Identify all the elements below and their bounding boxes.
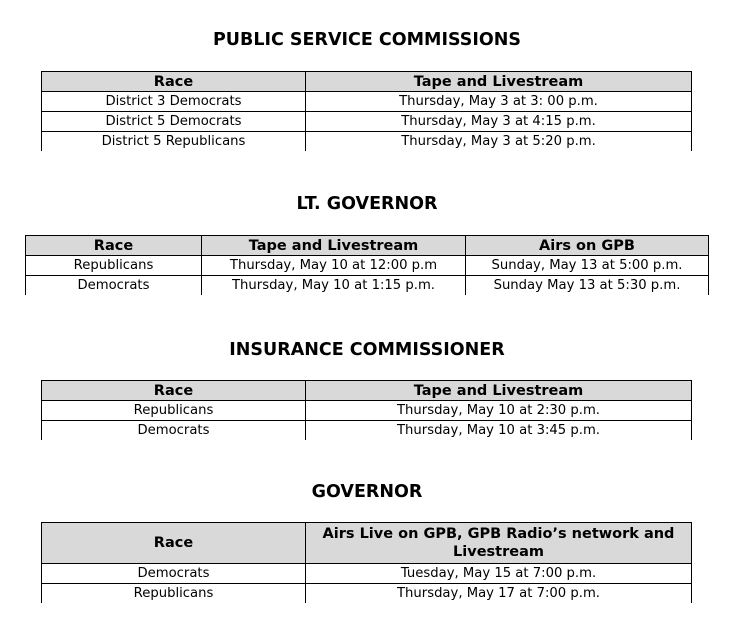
- table-row: [42, 92, 692, 112]
- schedule-cell: Tuesday, May 15 at 7:00 p.m.: [306, 564, 692, 584]
- schedule-cell: Thursday, May 3 at 3: 00 p.m.: [306, 92, 692, 112]
- column-header-airs-live: Airs Live on GPB, GPB Radio’s network and Livestream: [306, 523, 692, 564]
- lt-governor-table: [25, 235, 709, 295]
- race-cell: Republicans: [26, 256, 202, 276]
- schedule-cell: Thursday, May 10 at 2:30 p.m.: [306, 401, 692, 421]
- table-row: [26, 276, 709, 296]
- table-row: [26, 256, 709, 276]
- section-title-governor: GOVERNOR: [311, 482, 423, 502]
- column-header-tape-and-livestream: Tape and Livestream: [202, 236, 466, 256]
- column-header-race: Race: [26, 236, 202, 256]
- race-cell: District 5 Republicans: [42, 132, 306, 152]
- table-header-row: [26, 236, 709, 256]
- schedule-cell: Thursday, May 3 at 4:15 p.m.: [306, 112, 692, 132]
- table-header-row: [42, 523, 692, 564]
- column-header-race: Race: [42, 72, 306, 92]
- race-cell: Democrats: [42, 564, 306, 584]
- table-row: [42, 564, 692, 584]
- column-header-airs-on-gpb: Airs on GPB: [466, 236, 709, 256]
- schedule-cell: Thursday, May 10 at 3:45 p.m.: [306, 421, 692, 441]
- column-header-race: Race: [42, 381, 306, 401]
- race-cell: Democrats: [42, 421, 306, 441]
- table-row: [42, 112, 692, 132]
- table-row: [42, 401, 692, 421]
- table-header-row: [42, 381, 692, 401]
- table-row: [42, 132, 692, 152]
- schedule-cell: Thursday, May 3 at 5:20 p.m.: [306, 132, 692, 152]
- column-header-tape-and-livestream: Tape and Livestream: [306, 72, 692, 92]
- schedule-cell: Thursday, May 17 at 7:00 p.m.: [306, 584, 692, 604]
- governor-table: [41, 522, 692, 603]
- airs-cell: Sunday, May 13 at 5:00 p.m.: [466, 256, 709, 276]
- section-title-lt-governor: LT. GOVERNOR: [296, 194, 438, 214]
- public-service-commissions-table: [41, 71, 692, 151]
- column-header-race: Race: [42, 523, 306, 564]
- table-header-row: [42, 72, 692, 92]
- race-cell: District 3 Democrats: [42, 92, 306, 112]
- race-cell: Democrats: [26, 276, 202, 296]
- section-title-public-service-commissions: PUBLIC SERVICE COMMISSIONS: [212, 30, 522, 50]
- schedule-cell: Thursday, May 10 at 12:00 p.m: [202, 256, 466, 276]
- race-cell: Republicans: [42, 401, 306, 421]
- schedule-cell: Thursday, May 10 at 1:15 p.m.: [202, 276, 466, 296]
- table-row: [42, 584, 692, 604]
- section-title-insurance-commissioner: INSURANCE COMMISSIONER: [229, 340, 505, 360]
- race-cell: District 5 Democrats: [42, 112, 306, 132]
- airs-cell: Sunday May 13 at 5:30 p.m.: [466, 276, 709, 296]
- table-row: [42, 421, 692, 441]
- insurance-commissioner-table: [41, 380, 692, 440]
- column-header-tape-and-livestream: Tape and Livestream: [306, 381, 692, 401]
- race-cell: Republicans: [42, 584, 306, 604]
